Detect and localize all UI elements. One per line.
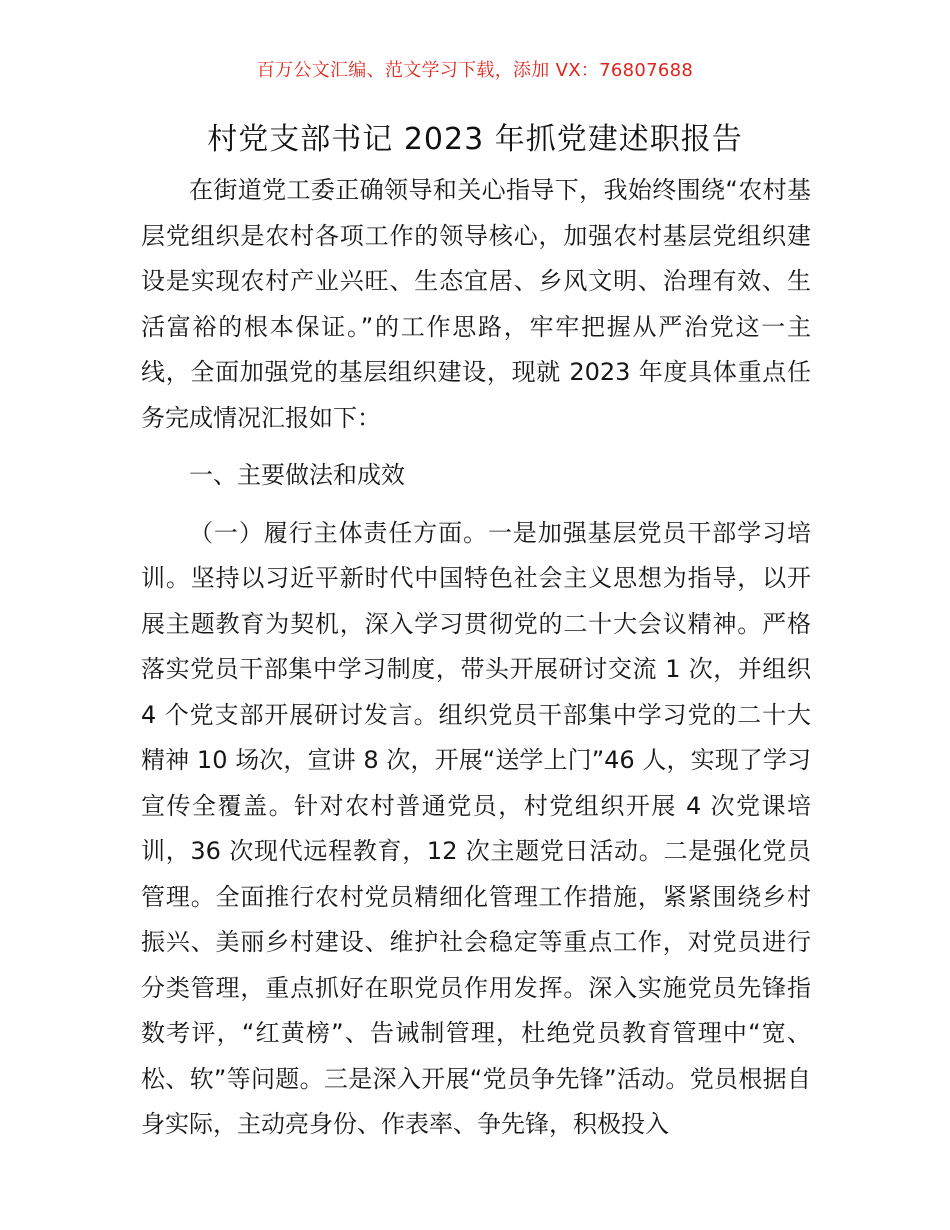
watermark-header: 百万公文汇编、范文学习下载，添加 VX：76807688 [256,60,694,81]
document-body [141,168,811,1148]
document-title: 村党支部书记 2023 年抓党建述职报告 [207,122,743,157]
intro-paragraph: 在街道党工委正确领导和关心指导下，我始终围绕“农村基层党组织是农村各项工作的领导核心，加强农村基层党组织建设是实现农村产业兴旺、生态宜居、乡风文明、治理有效、生活富裕的根本保证。”的工作思路，牢牢把握从严治党这一主线，全面加强党的基层组织建设，现就 2023 年度具体重点任务完成情况汇报如下： [141,176,811,432]
section-heading: 一、主要做法和成效 [189,461,405,489]
section-paragraph: （一）履行主体责任方面。一是加强基层党员干部学习培训。坚持以习近平新时代中国特色社会主义思想为指导，以开展主题教育为契机，深入学习贯彻党的二十大会议精神。严格落实党员干部集中学习制度，带头开展研讨交流 1 次，并组织 4 个党支部开展研讨发言。组织党员干部集中学习党的二十大精神 10 场次，宣讲 8 次，开展“送学上门”46 人，实现了学习宣传全覆盖。针对农村普通党员，村党组织开展 4 次党课培训，36 次现代远程教育，12 次主题党日活动。二是强化党员管理。全面推行农村党员精细化管理工作措施，紧紧围绕乡村振兴、美丽乡村建设、维护社会稳定等重点工作，对党员进行分类管理，重点抓好在职党员作用发挥。深入实施党员先锋指数考评，“红黄榜”、告诫制管理，杜绝党员教育管理中“宽、松、软”等问题。三是深入开展“党员争先锋”活动。党员根据自身实际，主动亮身份、作表率、争先锋，积极投入 [141,518,811,1138]
